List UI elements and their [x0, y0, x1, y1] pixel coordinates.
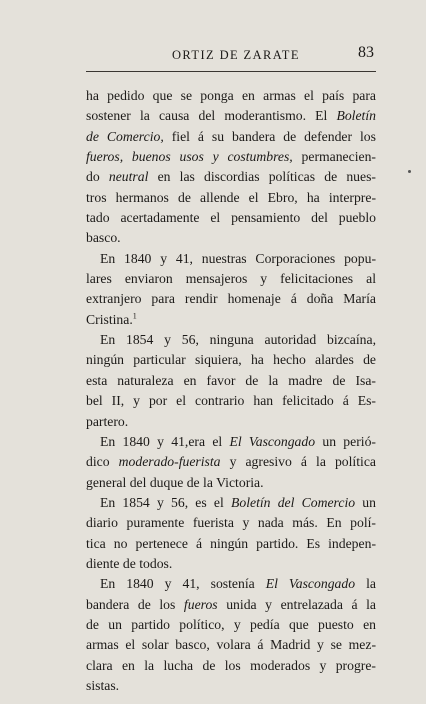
footnote-marker: 1: [132, 311, 137, 321]
italic-run: El Vascongado: [229, 433, 316, 449]
text-run: En 1840 y 41, nuestras Corporaciones popu-: [100, 250, 376, 266]
text-line: [86, 310, 376, 330]
margin-speck: [408, 170, 411, 173]
text-run: partero.: [86, 413, 129, 429]
text-run: En 1840 y 41,era el: [100, 433, 230, 449]
text-line: [86, 208, 376, 228]
text-line: [86, 330, 376, 350]
italic-run: de Comercio,: [86, 128, 164, 144]
text-line: [86, 228, 376, 248]
text-run: Cristina.: [86, 311, 133, 327]
text-run: un perió-: [315, 433, 376, 449]
text-line: [86, 493, 376, 513]
italic-run: Boletín del Comercio: [230, 494, 356, 510]
text-line: [86, 595, 376, 615]
body-text: [86, 86, 376, 696]
text-run: armas el solar basco, volara á Madrid y se mez-: [86, 637, 376, 653]
text-line: [86, 269, 376, 289]
text-run: en las discordias políticas de nues-: [148, 169, 376, 185]
text-run: lares enviaron mensajeros y felicitaciones al: [86, 271, 376, 287]
text-line: [86, 188, 376, 208]
italic-run: El Vascongado: [265, 576, 356, 592]
text-run: tros hermanos de allende el Ebro, ha interpre-: [86, 189, 376, 205]
text-line: [86, 86, 376, 106]
text-run: unida y entrelazada á la: [217, 596, 376, 612]
text-run: En 1854 y 56, es el: [100, 494, 231, 510]
text-line: [86, 656, 376, 676]
text-line: [86, 147, 376, 167]
text-run: En 1854 y 56, ninguna autoridad bizcaína,: [100, 332, 376, 348]
text-run: tica no pertenece á ningún partido. Es indepen-: [86, 535, 376, 551]
italic-run: fueros: [183, 596, 218, 612]
text-line: [86, 350, 376, 370]
text-line: [86, 371, 376, 391]
text-line: [86, 676, 376, 696]
text-line: [86, 554, 376, 574]
text-run: clara en la lucha de los moderados y progre-: [86, 657, 376, 673]
text-run: general del duque de la Victoria.: [86, 474, 264, 490]
text-run: bel II, y por el contrario han felicitado á Es-: [86, 393, 376, 409]
text-line: [86, 391, 376, 411]
text-run: bandera de los: [86, 596, 184, 612]
text-run: extranjero para rendir homenaje á doña María: [86, 291, 376, 307]
text-line: [86, 249, 376, 269]
text-run: basco.: [86, 230, 121, 246]
text-line: [86, 615, 376, 635]
text-run: ha pedido que se ponga en armas el país para: [86, 88, 376, 103]
text-run: tado acertadamente el pensamiento del pueblo: [86, 210, 376, 226]
text-line: [86, 473, 376, 493]
text-run: fiel á su bandera de defender los: [163, 128, 376, 144]
text-line: [86, 167, 376, 187]
text-run: sostener la causa del moderantismo. El: [86, 108, 337, 124]
text-run: diario puramente fuerista y nada más. En polí-: [86, 515, 376, 531]
text-line: [86, 452, 376, 472]
text-run: En 1840 y 41, sostenía: [100, 576, 266, 592]
text-run: y agresivo á la política: [220, 454, 376, 470]
text-line: [86, 635, 376, 655]
text-run: do: [86, 169, 109, 185]
text-run: esta naturaleza en favor de la madre de Isa-: [86, 372, 376, 388]
header-rule: [86, 71, 376, 72]
text-run: la: [355, 576, 376, 592]
text-line: [86, 432, 376, 452]
text-run: diente de todos.: [86, 555, 173, 571]
page-header: [86, 40, 376, 70]
running-head: ORTIZ DE ZARATE: [172, 48, 300, 62]
text-line: [86, 513, 376, 533]
text-run: dico: [86, 454, 119, 470]
text-run: sistas.: [86, 677, 120, 693]
text-line: [86, 289, 376, 309]
text-line: [86, 106, 376, 126]
italic-run: Boletín: [336, 108, 376, 124]
italic-run: neutral: [108, 169, 149, 185]
text-run: un: [355, 494, 376, 510]
text-run: de un partido político, y pedía que puesto en: [86, 616, 376, 632]
italic-run: fueros, buenos usos y costumbres,: [86, 149, 293, 165]
italic-run: moderado-fuerista: [118, 454, 221, 470]
text-line: [86, 412, 376, 432]
page-number: 83: [358, 44, 374, 61]
text-line: [86, 574, 376, 594]
text-run: ningún particular siquiera, ha hecho alardes de: [86, 352, 376, 368]
text-run: permanecien-: [292, 149, 376, 165]
text-line: [86, 127, 376, 147]
text-line: [86, 534, 376, 554]
